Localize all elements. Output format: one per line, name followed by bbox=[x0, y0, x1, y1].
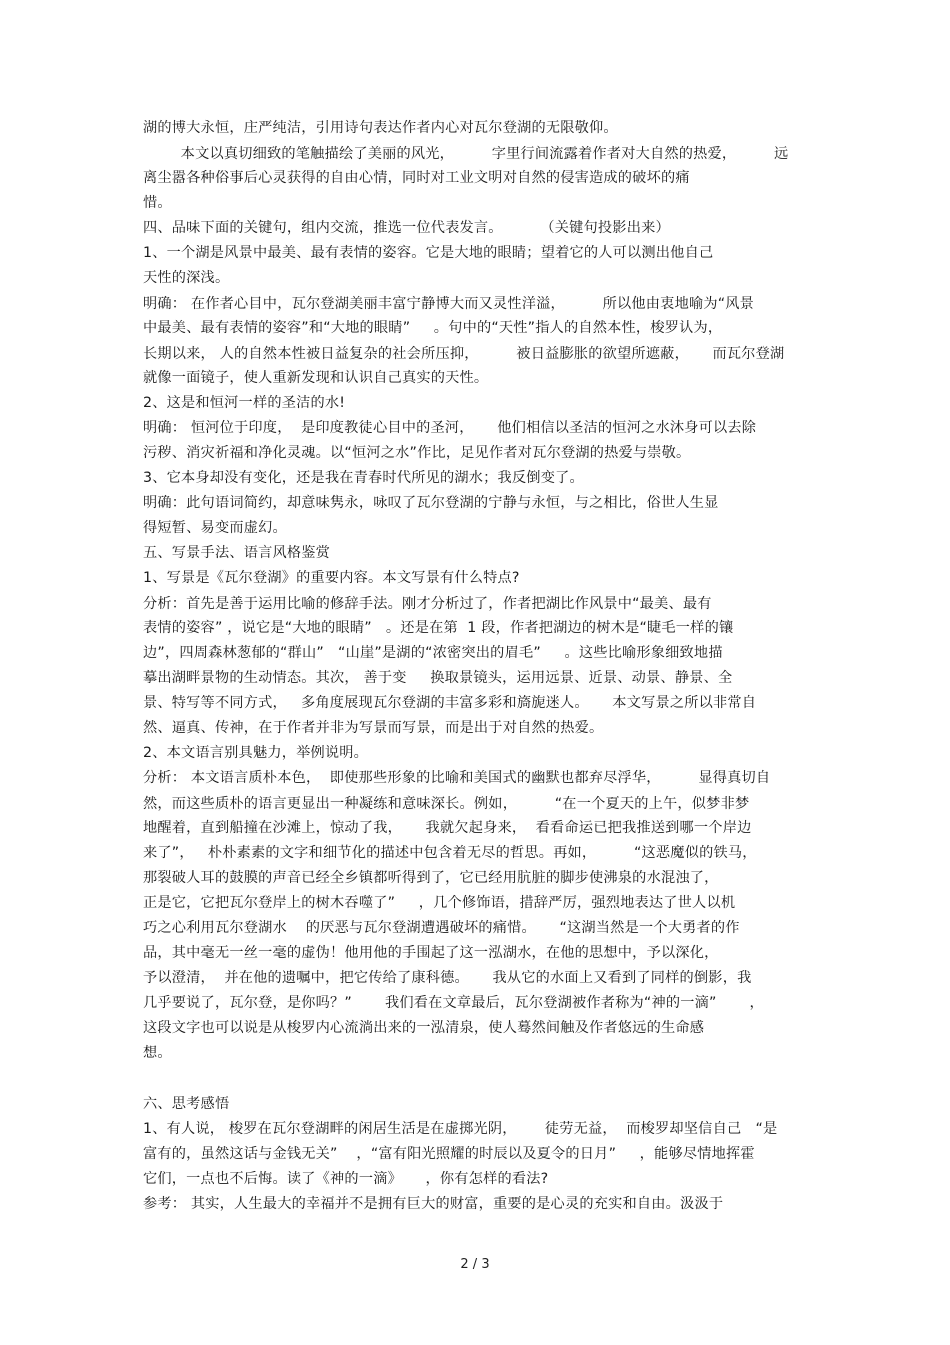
text-line: 分析：首先是善于运用比喻的修辞手法。刚才分析过了，作者把湖比作风景中“最美、最有 bbox=[143, 596, 712, 612]
text-line: 这段文字也可以说是从梭罗内心流淌出来的一泓清泉，使人蓦然间触及作者悠远的生命感 bbox=[143, 1020, 705, 1036]
text-line: 长期以来， 人的自然本性被日益复杂的社会所压抑， 被日益膨胀的欲望所遮蔽， 而瓦尔登湖 bbox=[143, 346, 785, 362]
text-line: 中最美、最有表情的姿容”和“大地的眼睛” 。句中的“天性”指人的自然本性，梭罗认为， bbox=[143, 320, 723, 336]
text-line: 然，而这些质朴的语言更显出一种凝练和意味深长。例如， “在一个夏天的上午，似梦非梦 bbox=[143, 796, 750, 812]
section-heading: 六、思考感悟 bbox=[143, 1096, 230, 1112]
text-line: 予以澄清， 并在他的遗嘱中，把它传给了康科德。 我从它的水面上又看到了同样的倒影，我 bbox=[143, 970, 752, 986]
text-line: 3、它本身却没有变化，还是我在青春时代所见的湖水；我反倒变了。 bbox=[143, 470, 584, 486]
text-line: 2、这是和恒河一样的圣洁的水! bbox=[143, 395, 346, 411]
text-line: 摹出湖畔景物的生动情态。其次， 善于变 换取景镜头，运用远景、近景、动景、静景、全 bbox=[143, 670, 733, 686]
text-line: 想。 bbox=[143, 1045, 172, 1061]
text-line: 几乎要说了，瓦尔登，是你吗？” 我们看在文章最后，瓦尔登湖被作者称为“神的一滴” ， bbox=[143, 995, 764, 1011]
text-line: 表情的姿容” ，说它是“大地的眼睛” 。还是在第 1 段，作者把湖边的树木是“睫毛一样的镶 bbox=[143, 620, 734, 636]
text-line: 那裂破人耳的鼓膜的声音已经全乡镇都听得到了，它已经用肮脏的脚步使沸泉的水混浊了， bbox=[143, 870, 719, 886]
text-line: 来了”， 朴朴素素的文字和细节化的描述中包含着无尽的哲思。再如， “这恶魔似的铁马， bbox=[143, 845, 757, 861]
text-line: 正是它，它把瓦尔登岸上的树木吞噬了” ，几个修饰语，措辞严厉，强烈地表达了世人以机 bbox=[143, 895, 736, 911]
text-line: 离尘嚣各种俗事后心灵获得的自由心情，同时对工业文明对自然的侵害造成的破坏的痛 bbox=[143, 170, 690, 186]
text-line: 湖的博大永恒，庄严纯洁，引用诗句表达作者内心对瓦尔登湖的无限敬仰。 bbox=[143, 120, 618, 136]
text-line: 巧之心利用瓦尔登湖水 的厌恶与瓦尔登湖遭遇破坏的痛惜。 “这湖当然是一个大勇者的作 bbox=[143, 920, 740, 936]
text-line: 它们，一点也不后悔。读了《神的一滴》 ，你有怎样的看法? bbox=[143, 1171, 549, 1187]
text-line: 1、写景是《瓦尔登湖》的重要内容。本文写景有什么特点? bbox=[143, 570, 520, 586]
text-line: 2、本文语言别具魅力，举例说明。 bbox=[143, 745, 369, 761]
text-line: 1、一个湖是风景中最美、最有表情的姿容。它是大地的眼睛；望着它的人可以测出他自己 bbox=[143, 245, 714, 261]
text-line: 污秽、消灾祈福和净化灵魂。以“恒河之水”作比，足见作者对瓦尔登湖的热爱与崇敬。 bbox=[143, 445, 691, 461]
text-line: 本文以真切细致的笔触描绘了美丽的风光， 字里行间流露着作者对大自然的热爱， 远 bbox=[143, 146, 789, 162]
text-line: 明确： 恒河位于印度， 是印度教徒心目中的圣河， 他们相信以圣洁的恒河之水沐身可以去除 bbox=[143, 420, 757, 436]
text-line: 景、特写等不同方式， 多角度展现瓦尔登湖的丰富多彩和旖旎迷人。 本文写景之所以非常自 bbox=[143, 695, 757, 711]
text-line: 就像一面镜子，使人重新发现和认识自己真实的天性。 bbox=[143, 370, 489, 386]
text-line: 1、有人说， 梭罗在瓦尔登湖畔的闲居生活是在虚掷光阴， 徒劳无益， 而梭罗却坚信自己 “是 bbox=[143, 1121, 778, 1137]
text-line: 参考： 其实，人生最大的幸福并不是拥有巨大的财富，重要的是心灵的充实和自由。汲汲于 bbox=[143, 1196, 724, 1212]
text-line: 富有的，虽然这话与金钱无关” ，“富有阳光照耀的时辰以及夏令的日月” ，能够尽情地挥霍 bbox=[143, 1146, 755, 1162]
text-line: 品，其中毫无一丝一毫的虚伪！他用他的手围起了这一泓湖水，在他的思想中，予以深化， bbox=[143, 945, 719, 961]
text-line: 明确：此句语词简约，却意味隽永，咏叹了瓦尔登湖的宁静与永恒，与之相比，俗世人生显 bbox=[143, 495, 719, 511]
text-line: 边”，四周森林葱郁的“群山” “山崖”是湖的“浓密突出的眉毛” 。这些比喻形象细致地描 bbox=[143, 645, 723, 661]
text-line: 然、逼真、传神，在于作者并非为写景而写景，而是出于对自然的热爱。 bbox=[143, 720, 604, 736]
text-line: 地醒着，直到船撞在沙滩上，惊动了我， 我就欠起身来， 看看命运已把我推送到哪一个岸边 bbox=[143, 820, 752, 836]
text-line: 明确： 在作者心目中，瓦尔登湖美丽丰富宁静博大而又灵性洋溢， 所以他由衷地喻为“风景 bbox=[143, 296, 755, 312]
text-line: 分析： 本文语言质朴本色， 即使那些形象的比喻和美国式的幽默也都弃尽浮华， 显得真切自 bbox=[143, 770, 771, 786]
section-heading: 四、品味下面的关键句，组内交流，推选一位代表发言。 （关键句投影出来） bbox=[143, 220, 670, 236]
text-line: 天性的深浅。 bbox=[143, 270, 230, 286]
section-heading: 五、写景手法、语言风格鉴赏 bbox=[143, 545, 331, 561]
text-line: 惜。 bbox=[143, 195, 172, 211]
page-number: 2 / 3 bbox=[460, 1257, 490, 1272]
text-line: 得短暂、易变而虚幻。 bbox=[143, 520, 287, 536]
